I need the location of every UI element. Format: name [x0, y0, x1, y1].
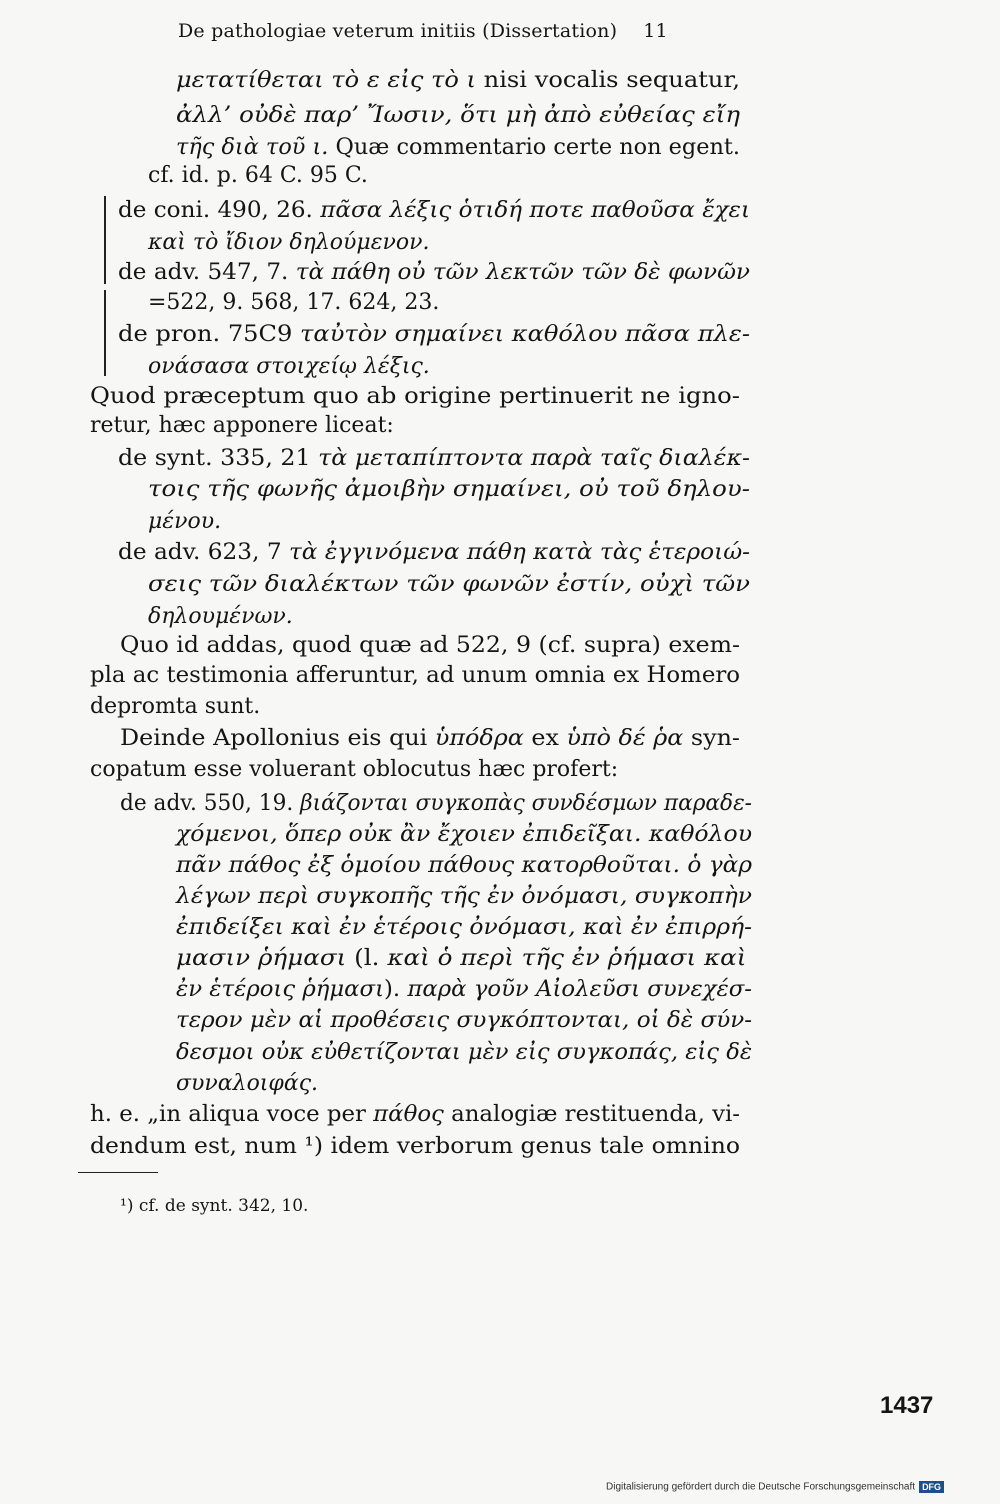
greek-text: πᾶσα λέξις ὁτιδή ποτε παθοῦσα ἔχει: [320, 198, 750, 223]
latin-text: Quod præceptum quo ab origine pertinuerit ne igno-: [90, 384, 740, 409]
greek-text: τὰ μεταπίπτοντα παρὰ ταῖς διαλέκ-: [318, 446, 750, 471]
greek-text: καὶ τὸ ἴδιον δηλούμενον.: [148, 230, 430, 255]
greek-text: ἐν ἑτέροις ῥήμασι: [176, 977, 385, 1002]
funding-text: Digitalisierung gefördert durch die Deutsche Forschungsgemeinschaft: [606, 1481, 916, 1493]
text-line: [176, 946, 746, 971]
greek-text: μένου.: [148, 509, 222, 534]
latin-text: retur, hæc apponere liceat:: [90, 413, 394, 438]
text-line: [148, 230, 430, 255]
text-line: [90, 757, 618, 782]
text-line: [120, 791, 752, 816]
greek-text: ταὐτὸν σημαίνει καθόλου πᾶσα πλε-: [300, 322, 750, 347]
text-line: [176, 135, 740, 160]
greek-text: τὰ ἐγγινόμενα πάθη κατὰ τὰς ἑτεροιώ-: [288, 540, 750, 565]
text-line: [176, 1008, 752, 1033]
greek-text: πᾶν πάθος ἐξ ὁμοίου πάθους κατορθοῦται. ὁ γὰρ: [176, 853, 752, 878]
greek-text: ἐπιδείξει καὶ ἐν ἑτέροις ὀνόμασι, καὶ ἐν ἐπιρρή-: [176, 915, 752, 940]
text-line: [176, 68, 740, 93]
latin-text: analogiæ restituenda, vi-: [443, 1102, 740, 1127]
text-line: [176, 822, 752, 847]
greek-text: τοις τῆς φωνῆς ἀμοιβὴν σημαίνει, οὐ τοῦ δηλου-: [148, 477, 750, 502]
dfg-logo: DFG: [919, 1481, 944, 1493]
text-line: [148, 163, 368, 188]
text-line: [90, 1134, 740, 1159]
header-title: De pathologiae veterum initiis (Dissertation): [178, 20, 618, 42]
latin-text: =522, 9. 568, 17. 624, 23.: [148, 290, 440, 315]
text-line: [118, 540, 750, 565]
greek-text: πάθος: [373, 1102, 444, 1127]
archive-page-number: 1437: [880, 1392, 934, 1419]
latin-text: de synt. 335, 21: [118, 446, 319, 471]
greek-text: συναλοιφάς.: [176, 1071, 319, 1096]
latin-text: cf. id. p. 64 C. 95 C.: [148, 163, 368, 188]
greek-text: σεις τῶν διαλέκτων τῶν φωνῶν ἐστίν, οὐχὶ τῶν: [148, 572, 751, 597]
latin-text: ex: [523, 726, 567, 751]
latin-text: dendum est, num ¹) idem verborum genus tale omnino: [90, 1134, 740, 1159]
greek-text: ονάσασα στοιχείῳ λέξις.: [148, 354, 430, 379]
latin-text: Quæ commentario certe non egent.: [328, 135, 740, 160]
latin-text: pla ac testimonia afferuntur, ad unum omnia ex Homero: [90, 663, 740, 688]
greek-text: δεσμοι οὐκ εὐθετίζονται μὲν εἰς συγκοπάς, εἰς δὲ: [176, 1040, 752, 1065]
latin-text: ).: [384, 977, 408, 1002]
latin-text: de adv. 623, 7: [118, 540, 289, 565]
latin-text: de pron. 75C9: [118, 322, 301, 347]
latin-text: de adv. 550, 19.: [120, 791, 301, 816]
greek-text: παρὰ γοῦν Αἰολεῦσι συνεχέσ-: [407, 977, 752, 1002]
margin-bracket-upper: [104, 196, 106, 284]
greek-text: δηλουμένων.: [148, 604, 293, 629]
greek-text: ὑπόδρα: [434, 726, 524, 751]
greek-text: τὰ πάθη οὐ τῶν λεκτῶν τῶν δὲ φωνῶν: [295, 260, 750, 285]
latin-text: (l.: [346, 946, 388, 971]
latin-text: nisi vocalis sequatur,: [476, 68, 740, 93]
text-line: [176, 1040, 752, 1065]
greek-text: βιάζονται συγκοπὰς συνδέσμων παραδε-: [300, 791, 752, 816]
text-line: [148, 354, 430, 379]
greek-text: χόμενοι, ὅπερ οὐκ ἂν ἔχοιεν ἐπιδεῖξαι. καθόλου: [176, 822, 752, 847]
text-line: [148, 290, 439, 315]
greek-text: μασιν ῥήμασι: [176, 946, 347, 971]
latin-text: de coni. 490, 26.: [118, 198, 321, 223]
greek-text: ὑπὸ δέ ῥα: [566, 726, 684, 751]
footnote: ¹) cf. de synt. 342, 10.: [120, 1196, 309, 1216]
text-line: [118, 260, 750, 285]
latin-text: h. e. „in aliqua voce per: [90, 1102, 374, 1127]
text-line: [176, 1071, 318, 1096]
latin-text: Deinde Apollonius eis qui: [120, 726, 435, 751]
latin-text: depromta sunt.: [90, 694, 261, 719]
greek-text: μετατίθεται τὸ ε εἰς τὸ ι: [176, 68, 477, 93]
greek-text: λέγων περὶ συγκοπῆς τῆς ἐν ὀνόμασι, συγκοπὴν: [176, 884, 752, 909]
latin-text: syn-: [683, 726, 740, 751]
text-line: [176, 853, 752, 878]
margin-bracket-lower: [104, 290, 106, 376]
text-line: [118, 198, 750, 223]
text-line: [176, 977, 752, 1002]
text-line: [148, 604, 293, 629]
greek-text: τῆς διὰ τοῦ ι.: [176, 135, 329, 160]
latin-text: copatum esse voluerant oblocutus hæc profert:: [90, 757, 619, 782]
text-line: [118, 322, 750, 347]
text-line: [90, 413, 394, 438]
text-line: [176, 884, 752, 909]
text-line: [148, 572, 750, 597]
funding-footer: [606, 1481, 944, 1493]
text-line: [176, 103, 740, 128]
text-line: [120, 726, 740, 751]
greek-text: τερον μὲν αἱ προθέσεις συγκόπτονται, οἱ δὲ σύν-: [176, 1008, 752, 1033]
text-line: [90, 384, 740, 409]
text-line: [90, 694, 260, 719]
text-line: [118, 446, 750, 471]
latin-text: de adv. 547, 7.: [118, 260, 296, 285]
latin-text: Quo id addas, quod quæ ad 522, 9 (cf. supra) exem-: [120, 633, 740, 658]
running-header: [178, 20, 668, 42]
text-line: [120, 633, 740, 658]
footnote-rule: [78, 1172, 158, 1173]
text-line: [148, 477, 750, 502]
text-line: [90, 1102, 740, 1127]
text-line: [148, 509, 221, 534]
greek-text: ἀλλ’ οὐδὲ παρ’ Ἴωσιν, ὅτι μὴ ἀπὸ εὐθείας εἴη: [176, 103, 740, 128]
header-page-number: 11: [643, 20, 668, 42]
greek-text: καὶ ὁ περὶ τῆς ἐν ῥήμασι καὶ: [387, 946, 747, 971]
text-line: [176, 915, 752, 940]
text-line: [90, 663, 740, 688]
